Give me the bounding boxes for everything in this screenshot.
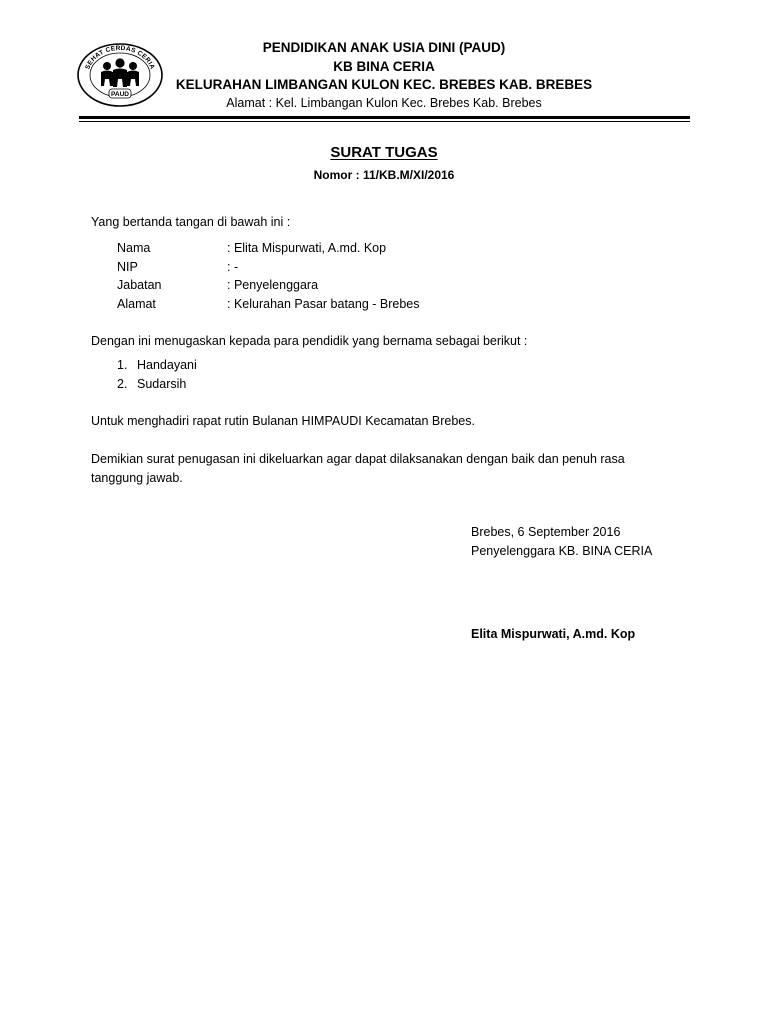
list-item	[117, 358, 197, 372]
document-title: SURAT TUGAS	[330, 144, 438, 161]
assignment-text: Dengan ini menugaskan kepada para pendidik yang bernama sebagai berikut :	[91, 334, 528, 348]
logo-bottom-text: PAUD	[111, 91, 129, 98]
field-label: Alamat	[117, 297, 156, 311]
institution-name: PENDIDIKAN ANAK USIA DINI (PAUD)	[262, 40, 506, 55]
letterhead-divider-thin	[79, 121, 690, 122]
assignee-name: Sudarsih	[137, 377, 187, 391]
field-label: Jabatan	[117, 278, 162, 292]
closing-text-line2: tanggung jawab.	[91, 471, 183, 485]
region-name: KELURAHAN LIMBANGAN KULON KEC. BREBES KAB. BREBES	[175, 77, 593, 92]
letterhead-divider-thick	[79, 116, 690, 119]
field-label: NIP	[117, 260, 138, 274]
address-line: Alamat : Kel. Limbangan Kulon Kec. Brebes Kab. Brebes	[226, 96, 542, 110]
field-value: : Penyelenggara	[227, 278, 319, 292]
field-value: : -	[227, 260, 239, 274]
school-name: KB BINA CERIA	[333, 59, 435, 74]
closing-text-line1: Demikian surat penugasan ini dikeluarkan agar dapat dilaksanakan dengan baik dan penuh rasa	[91, 452, 625, 466]
field-value: : Kelurahan Pasar batang - Brebes	[227, 297, 420, 311]
document-number: Nomor : 11/KB.M/XI/2016	[313, 168, 455, 182]
field-label: Nama	[117, 241, 151, 255]
signature-position: Penyelenggara KB. BINA CERIA	[471, 544, 653, 558]
assignee-name: Handayani	[137, 358, 197, 372]
list-number: 1.	[117, 358, 128, 372]
list-item	[117, 377, 186, 391]
intro-text: Yang bertanda tangan di bawah ini :	[91, 215, 291, 229]
list-number: 2.	[117, 377, 128, 391]
purpose-text: Untuk menghadiri rapat rutin Bulanan HIMPAUDI Kecamatan Brebes.	[91, 414, 475, 428]
field-value: : Elita Mispurwati, A.md. Kop	[227, 241, 387, 255]
signature-place-date: Brebes, 6 September 2016	[471, 525, 621, 539]
logo-ring-text: SEHAT CERDAS CERIA	[84, 44, 156, 71]
signature-name: Elita Mispurwati, A.md. Kop	[471, 627, 636, 641]
